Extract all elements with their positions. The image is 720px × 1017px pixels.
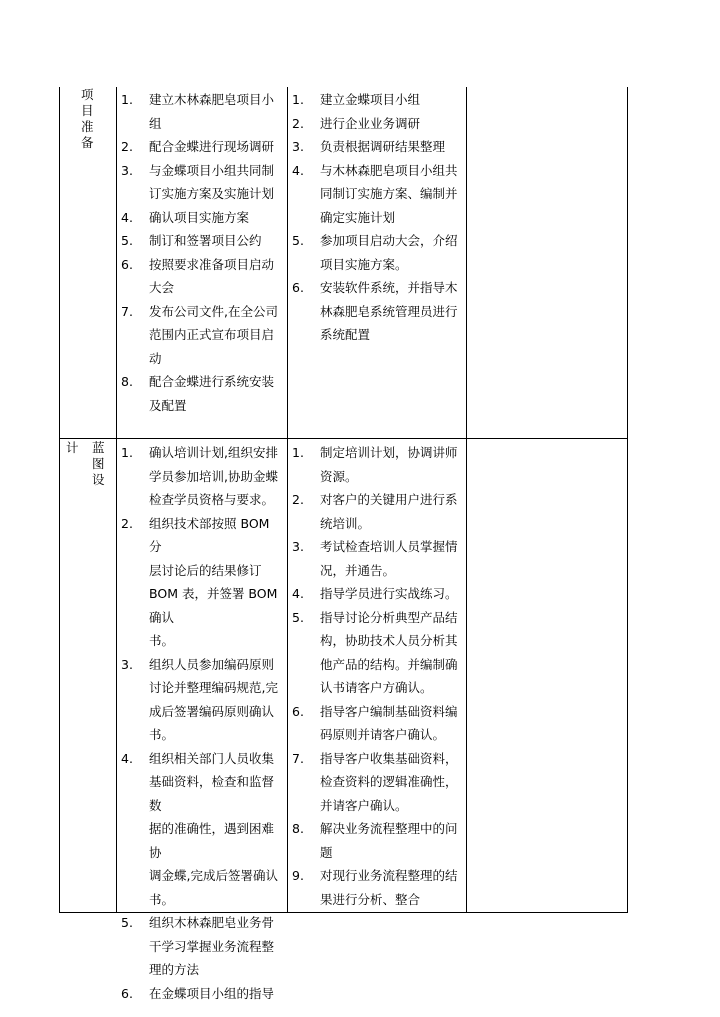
item-text: 配合金蝶进行现场调研 — [149, 139, 275, 154]
item-text: 考试检查培训人员掌握情 — [320, 539, 458, 554]
item-number: 5. — [121, 915, 133, 930]
item-text: 与金蝶项目小组共同制 — [149, 162, 275, 178]
item-number: 4. — [292, 162, 304, 178]
list-item — [121, 512, 285, 653]
item-text: 据的准确性，遇到困难协 — [149, 821, 275, 860]
item-text: 范围内正式宣布项目启 — [149, 327, 275, 342]
item-number: 8. — [292, 821, 304, 836]
item-text: 组织技术部按照 BOM 分 — [149, 515, 270, 554]
item-text: 讨论并整理编码规范,完 — [149, 680, 278, 695]
item-number: 6. — [121, 985, 133, 1001]
item-text: 组 — [149, 115, 162, 131]
item-text: 题 — [320, 844, 333, 860]
item-text: 林森肥皂系统管理员进行 — [320, 303, 458, 319]
item-text: 资源。 — [320, 468, 358, 484]
item-text: 检查资料的逻辑准确性， — [320, 774, 458, 789]
item-text: 干学习掌握业务流程整 — [149, 938, 275, 954]
list-item — [292, 441, 464, 488]
item-number: 3. — [121, 162, 133, 178]
item-text: 在金蝶项目小组的指导 — [149, 985, 275, 1001]
item-text: 确认培训计划,组织安排 — [149, 445, 278, 460]
item-text: 书。 — [149, 633, 175, 648]
item-text: 构，协助技术人员分析其 — [320, 633, 458, 648]
list-item — [292, 747, 464, 818]
item-text: 配合金蝶进行系统安装 — [149, 374, 275, 389]
item-text: 对客户的关键用户进行系 — [320, 492, 458, 507]
list-item — [121, 253, 285, 300]
item-number: 7. — [292, 750, 304, 766]
item-text: 检查学员资格与要求。 — [149, 492, 275, 507]
list-item — [292, 700, 464, 747]
item-number: 5. — [292, 233, 304, 248]
list-item — [121, 206, 285, 230]
list-item — [292, 488, 464, 535]
item-text: 参加项目启动大会，介绍 — [320, 233, 458, 248]
item-text: 动 — [149, 350, 162, 366]
item-number: 9. — [292, 868, 304, 883]
list-item — [292, 535, 464, 582]
item-text: 同制订实施方案、编制并 — [320, 186, 458, 201]
list-item — [121, 982, 285, 1006]
category-label-blueprint — [92, 440, 105, 488]
item-number: 1. — [292, 92, 304, 107]
table-right-border — [627, 87, 628, 913]
item-number: 2. — [121, 515, 133, 531]
category-char: 设 — [92, 472, 105, 487]
item-text: 对现行业务流程整理的结 — [320, 868, 458, 883]
list-item — [292, 606, 464, 700]
list-item — [292, 112, 464, 136]
item-text: 组织相关部门人员收集 — [149, 750, 275, 766]
item-text: 理的方法 — [149, 962, 200, 977]
column-divider-3 — [466, 87, 467, 913]
item-number: 2. — [121, 139, 133, 154]
item-number: 5. — [292, 609, 304, 625]
item-number: 8. — [121, 374, 133, 389]
row1-client-tasks — [121, 88, 285, 417]
category-char: 项 — [81, 87, 94, 102]
category-label-blueprint-first — [66, 440, 79, 456]
item-number: 4. — [121, 209, 133, 225]
list-item — [292, 88, 464, 112]
item-text: 安装软件系统，并指导木 — [320, 280, 458, 295]
item-text: 指导学员进行实战练习。 — [320, 586, 458, 601]
list-item — [292, 864, 464, 911]
item-text: 项目实施方案。 — [320, 256, 408, 272]
item-text: 码原则并请客户确认。 — [320, 727, 446, 742]
item-text: 书。 — [149, 727, 175, 742]
category-char: 计 — [66, 440, 79, 455]
item-text: 况，并通告。 — [320, 562, 396, 578]
list-item — [121, 911, 285, 982]
item-text: 制定培训计划，协调讲师 — [320, 445, 458, 460]
category-label-project-prep — [81, 87, 94, 151]
item-text: 书。 — [149, 891, 175, 907]
column-divider-1 — [116, 87, 117, 913]
item-text: 及配置 — [149, 397, 187, 413]
item-number: 4. — [121, 750, 133, 766]
item-number: 1. — [121, 92, 133, 107]
item-number: 2. — [292, 492, 304, 507]
item-number: 2. — [292, 115, 304, 131]
item-text: 调金蝶,完成后签署确认 — [149, 868, 278, 883]
row1-vendor-tasks — [292, 88, 464, 347]
list-item — [121, 747, 285, 912]
item-number: 3. — [121, 656, 133, 672]
item-number: 1. — [121, 445, 133, 460]
item-text: 解决业务流程整理中的问 — [320, 821, 458, 836]
item-text: 组织木林森肥皂业务骨 — [149, 915, 275, 930]
item-text: 与木林森肥皂项目小组共 — [320, 162, 458, 178]
item-text: 进行企业业务调研 — [320, 115, 421, 131]
list-item — [121, 653, 285, 747]
list-item — [292, 582, 464, 606]
item-text: 按照要求准备项目启动 — [149, 256, 275, 272]
item-number: 6. — [292, 280, 304, 295]
item-text: 层讨论后的结果修订 — [149, 562, 262, 578]
item-text: 系统配置 — [320, 327, 371, 342]
list-item — [292, 159, 464, 230]
table-left-border — [59, 87, 60, 913]
item-text: 指导讨论分析典型产品结 — [320, 609, 458, 625]
item-text: 成后签署编码原则确认 — [149, 703, 275, 719]
category-char: 图 — [92, 456, 105, 471]
item-text: 他产品的结构。并编制确 — [320, 656, 458, 672]
item-text: 指导客户收集基础资料， — [320, 750, 458, 766]
list-item — [121, 370, 285, 417]
item-text: 负责根据调研结果整理 — [320, 139, 446, 154]
item-text: 制订和签署项目公约 — [149, 233, 262, 248]
list-item — [121, 135, 285, 159]
category-char: 目 — [81, 103, 94, 118]
item-number: 7. — [121, 303, 133, 319]
list-item — [292, 229, 464, 276]
item-text: 组织人员参加编码原则 — [149, 656, 275, 672]
category-char: 准 — [81, 119, 94, 134]
item-text: 确定实施计划 — [320, 209, 396, 225]
item-text: 并请客户确认。 — [320, 797, 408, 813]
item-number: 3. — [292, 539, 304, 554]
list-item — [121, 159, 285, 206]
item-number: 6. — [292, 703, 304, 719]
item-text: 建立木林森肥皂项目小 — [149, 92, 275, 107]
row-divider — [59, 438, 628, 439]
column-divider-2 — [287, 87, 288, 913]
item-number: 3. — [292, 139, 304, 154]
item-text: 建立金蝶项目小组 — [320, 92, 421, 107]
item-number: 6. — [121, 256, 133, 272]
item-text: 认书请客户方确认。 — [320, 680, 433, 695]
item-number: 1. — [292, 445, 304, 460]
row2-client-tasks — [121, 441, 285, 1005]
list-item — [292, 817, 464, 864]
item-text: 发布公司文件,在全公司 — [149, 303, 278, 319]
item-text: 大会 — [149, 280, 175, 295]
item-text: BOM 表，并签署 BOM 确认 — [149, 586, 278, 625]
item-text: 订实施方案及实施计划 — [149, 186, 275, 201]
list-item — [121, 300, 285, 371]
list-item — [292, 276, 464, 347]
item-text: 学员参加培训,协助金蝶 — [149, 468, 278, 484]
list-item — [292, 135, 464, 159]
item-text: 基础资料，检查和监督数 — [149, 774, 275, 813]
list-item — [121, 441, 285, 512]
item-text: 统培训。 — [320, 515, 371, 531]
row2-vendor-tasks — [292, 441, 464, 911]
item-text: 确认项目实施方案 — [149, 209, 250, 225]
item-number: 4. — [292, 586, 304, 601]
item-text: 果进行分析、整合 — [320, 891, 421, 907]
category-char: 备 — [81, 135, 94, 150]
category-char: 蓝 — [92, 440, 105, 455]
list-item — [121, 88, 285, 135]
item-text: 指导客户编制基础资料编 — [320, 703, 458, 719]
list-item — [121, 229, 285, 253]
item-number: 5. — [121, 233, 133, 248]
